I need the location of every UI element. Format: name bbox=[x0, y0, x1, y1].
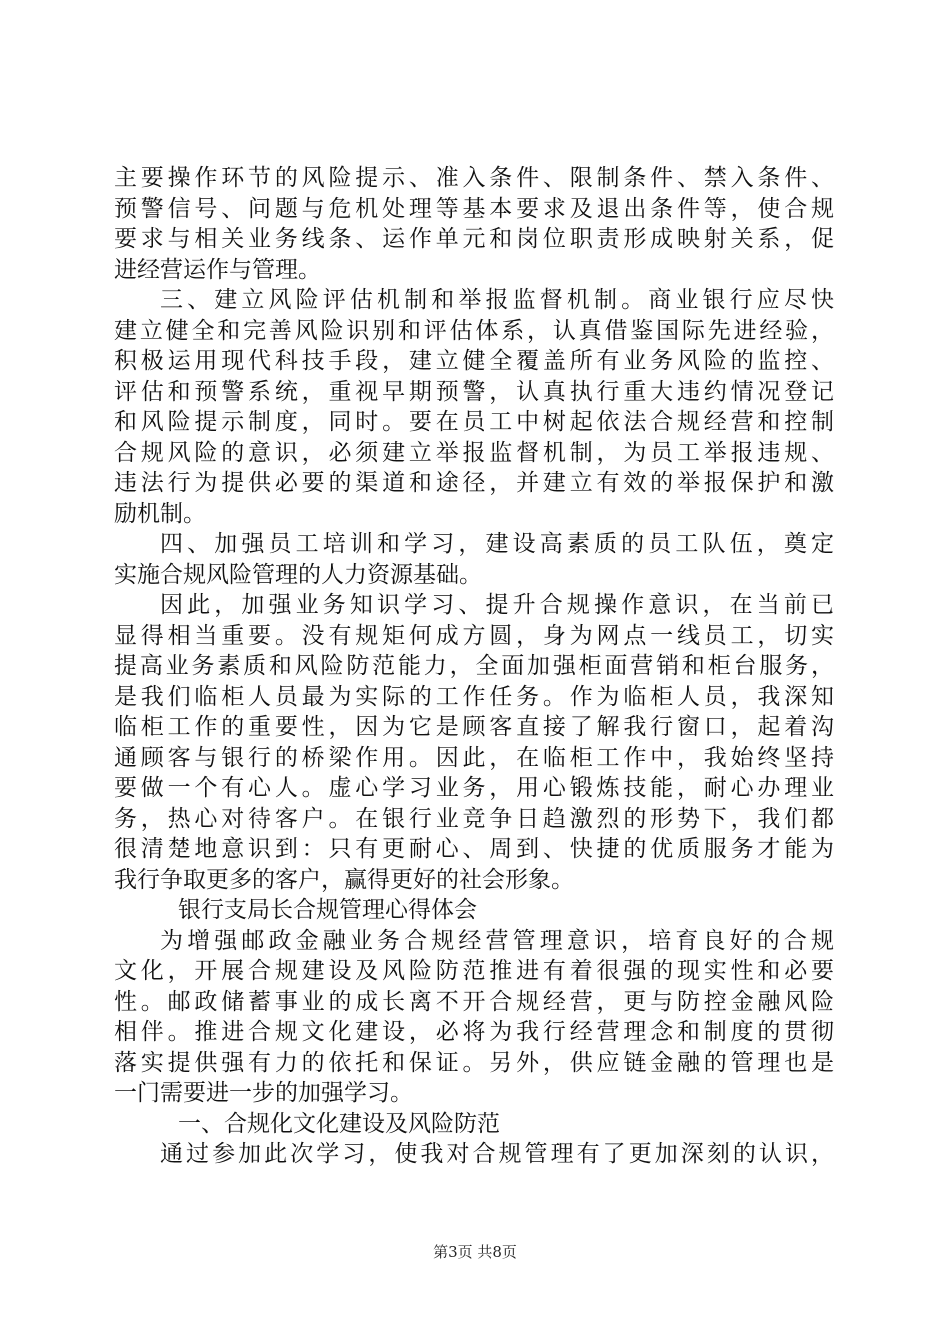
text-line: 务，热心对待客户。在银行业竞争日趋激烈的形势下，我们都 bbox=[114, 805, 834, 832]
text-line: 要求与相关业务线条、运作单元和岗位职责形成映射关系，促 bbox=[114, 226, 834, 252]
page-number-footer: 第3页 共8页 bbox=[433, 1243, 517, 1261]
text-line: 合规风险的意识，必须建立举报监督机制，为员工举报违规、 bbox=[114, 439, 834, 466]
text-line: 建立健全和完善风险识别和评估体系，认真借鉴国际先进经验， bbox=[114, 317, 834, 344]
text-line: 因此，加强业务知识学习、提升合规操作意识，在当前已 bbox=[160, 592, 834, 618]
text-line: 进经营运作与管理。 bbox=[114, 256, 321, 283]
text-line: 主要操作环节的风险提示、准入条件、限制条件、禁入条件、 bbox=[114, 165, 834, 191]
text-line: 是我们临柜人员最为实际的工作任务。作为临柜人员，我深知 bbox=[114, 683, 834, 710]
text-line: 提高业务素质和风险防范能力，全面加强柜面营销和柜台服务， bbox=[114, 653, 834, 679]
text-line: 很清楚地意识到：只有更耐心、周到、快捷的优质服务才能为 bbox=[114, 836, 834, 862]
text-line: 一、合规化文化建设及风险防范 bbox=[178, 1110, 500, 1137]
text-line: 四、加强员工培训和学习，建设高素质的员工队伍，奠定 bbox=[160, 531, 834, 557]
text-line: 我行争取更多的客户，赢得更好的社会形象。 bbox=[114, 866, 574, 893]
text-line: 性。邮政储蓄事业的成长离不开合规经营，更与防控金融风险 bbox=[114, 988, 834, 1015]
text-line: 落实提供强有力的依托和保证。另外，供应链金融的管理也是 bbox=[114, 1049, 834, 1076]
text-line: 为增强邮政金融业务合规经营管理意识，培育良好的合规 bbox=[160, 927, 834, 954]
text-line: 积极运用现代科技手段，建立健全覆盖所有业务风险的监控、 bbox=[114, 348, 834, 374]
text-line: 实施合规风险管理的人力资源基础。 bbox=[114, 561, 482, 588]
text-line: 通顾客与银行的桥梁作用。因此，在临柜工作中，我始终坚持 bbox=[114, 744, 834, 771]
text-line: 显得相当重要。没有规矩何成方圆，身为网点一线员工，切实 bbox=[114, 622, 834, 649]
text-line: 一门需要进一步的加强学习。 bbox=[114, 1080, 413, 1106]
text-line: 要做一个有心人。虚心学习业务，用心锻炼技能，耐心办理业 bbox=[114, 775, 834, 801]
text-line: 银行支局长合规管理心得体会 bbox=[178, 897, 477, 923]
text-line: 评估和预警系统，重视早期预警，认真执行重大违约情况登记 bbox=[114, 378, 834, 405]
text-line: 通过参加此次学习，使我对合规管理有了更加深刻的认识， bbox=[160, 1141, 834, 1167]
text-line: 三、建立风险评估机制和举报监督机制。商业银行应尽快 bbox=[160, 287, 834, 313]
text-line: 预警信号、问题与危机处理等基本要求及退出条件等，使合规 bbox=[114, 195, 834, 222]
text-line: 励机制。 bbox=[114, 500, 206, 527]
text-line: 文化，开展合规建设及风险防范推进有着很强的现实性和必要 bbox=[114, 958, 834, 984]
text-line: 违法行为提供必要的渠道和途径，并建立有效的举报保护和激 bbox=[114, 470, 834, 496]
document-body bbox=[114, 163, 834, 1170]
text-line: 和风险提示制度，同时。要在员工中树起依法合规经营和控制 bbox=[114, 409, 834, 435]
text-line: 相伴。推进合规文化建设，必将为我行经营理念和制度的贯彻 bbox=[114, 1019, 834, 1045]
text-line: 临柜工作的重要性，因为它是顾客直接了解我行窗口，起着沟 bbox=[114, 714, 834, 740]
